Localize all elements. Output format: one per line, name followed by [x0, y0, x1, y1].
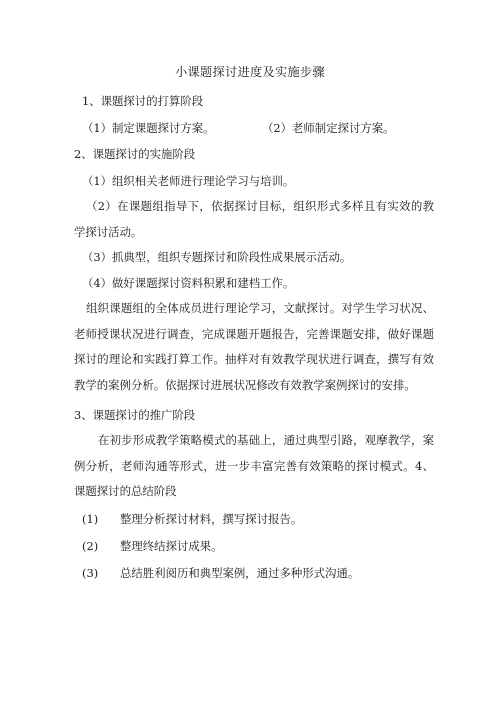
section-heading-1: 1、课题探讨的打算阶段: [82, 94, 204, 108]
list-item: （3）抓典型，组织专题探讨和阶段性成果展示活动。: [82, 250, 352, 264]
list-item-number: (1): [82, 512, 99, 526]
list-item-number: (2): [82, 539, 99, 553]
list-item-text: 整理分析探讨材料，撰写探讨报告。: [120, 512, 303, 526]
list-item: （2）老师制定探讨方案。: [262, 121, 395, 135]
list-item: （1）组织相关老师进行理论学习与培训。: [82, 174, 295, 188]
list-item: （1）制定课题探讨方案。: [82, 121, 215, 135]
list-item-text: 整理终结探讨成果。: [120, 539, 223, 553]
list-item: （4）做好课题探讨资料积累和建档工作。: [82, 276, 295, 290]
body-paragraph: 组织课题组的全体成员进行理论学习，文献探讨。对学生学习状况、老师授课状况进行调查，完成课题开题报告，完善课题安排，做好课题探讨的理论和实践打算工作。抽样对有效教学现状进行调查，撰写有效教学的案例分析。依据探讨进展状况修改有效教学案例探讨的安排。: [74, 301, 434, 392]
list-item-number: (3): [82, 566, 99, 580]
list-item: [82, 566, 359, 580]
list-item: （2）在课题组指导下，依据探讨目标，组织形式多样且有实效的教学探讨活动。: [74, 199, 434, 239]
list-item: [82, 539, 223, 553]
document-title: 小课题探讨进度及实施步骤: [175, 65, 325, 79]
list-item-text: 总结胜利阅历和典型案例，通过多种形式沟通。: [120, 566, 360, 580]
section-heading-3: 3、课题探讨的推广阶段: [74, 408, 196, 422]
list-item: [82, 512, 302, 526]
section-heading-2: 2、课题探讨的实施阶段: [74, 147, 196, 161]
body-paragraph: 在初步形成教学策略模式的基础上，通过典型引路，观摩教学，案例分析，老师沟通等形式，进一步丰富完善有效策略的探讨模式。4、课题探讨的总结阶段: [74, 433, 434, 498]
